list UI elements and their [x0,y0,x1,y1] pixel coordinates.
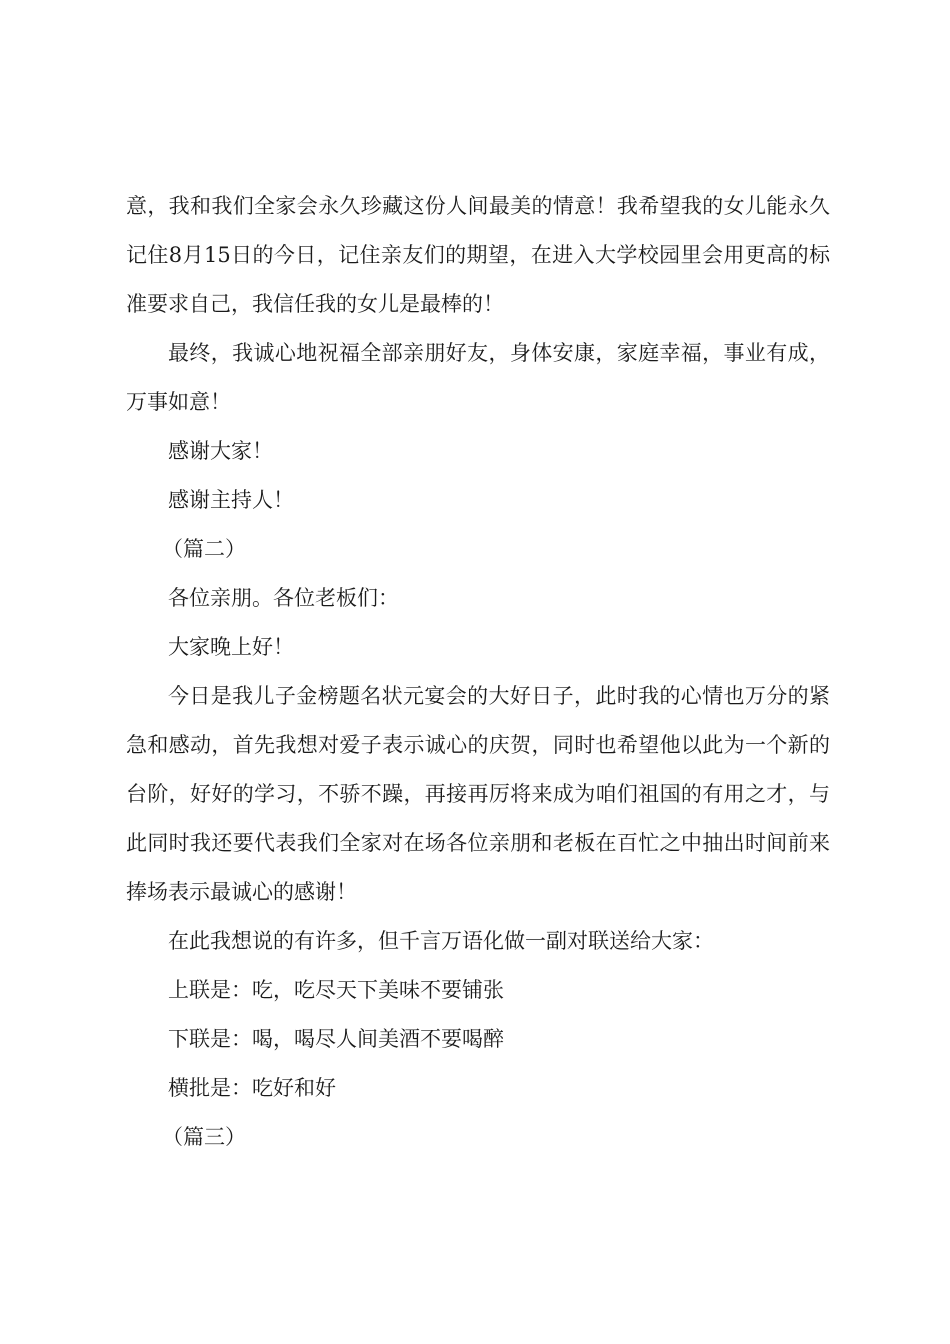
paragraph-thanks-host: 感谢主持人！ [168,488,294,512]
paragraph-couplet-horizontal: 横批是：吃好和好 [168,1076,336,1100]
paragraph-continued: 意，我和我们全家会永久珍藏这份人间最美的情意！我希望我的女儿能永久记住8月15日的今日，记住亲友们的期望，在进入大学校园里会用更高的标准要求自己，我信任我的女儿是最棒的！ [126,194,830,316]
document-body [126,182,830,1162]
paragraph-couplet-intro: 在此我想说的有许多，但千言万语化做一副对联送给大家： [168,929,714,953]
section-heading-part-two: （篇二） [162,537,246,561]
paragraph-thanks-all: 感谢大家！ [168,439,273,463]
paragraph-good-evening: 大家晚上好！ [168,635,294,659]
paragraph-couplet-second: 下联是：喝，喝尽人间美酒不要喝醉 [168,1027,504,1051]
paragraph-couplet-first: 上联是：吃，吃尽天下美味不要铺张 [168,978,504,1002]
section-heading-part-three: （篇三） [162,1125,246,1149]
paragraph-greeting: 各位亲朋。各位老板们： [168,586,399,610]
paragraph-main-speech: 今日是我儿子金榜题名状元宴会的大好日子，此时我的心情也万分的紧急和感动，首先我想对爱子表示诚心的庆贺，同时也希望他以此为一个新的台阶，好好的学习，不骄不躁，再接再厉将来成为咱们祖国的有用之才，与此同时我还要代表我们全家对在场各位亲朋和老板在百忙之中抽出时间前来捧场表示最诚心的感谢！ [126,684,830,904]
paragraph-blessing: 最终，我诚心地祝福全部亲朋好友，身体安康，家庭幸福，事业有成，万事如意！ [126,341,830,414]
